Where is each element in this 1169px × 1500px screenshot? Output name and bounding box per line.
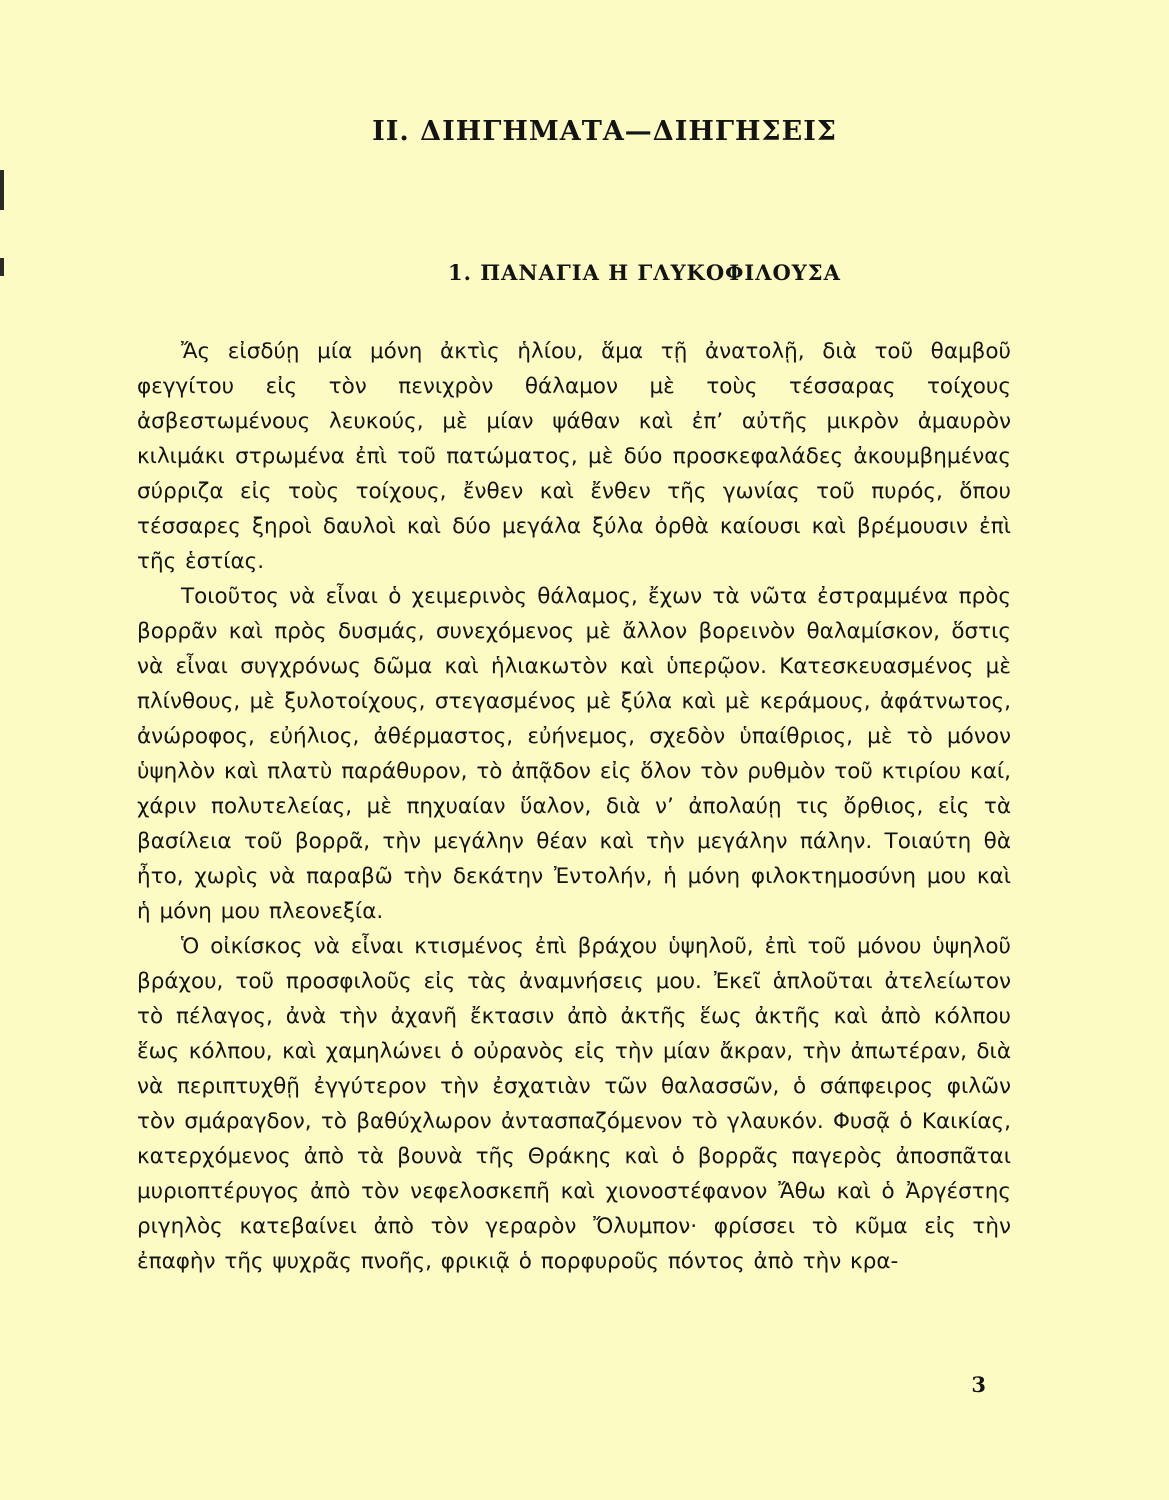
paragraph-1: Ἄς εἰσδύῃ μία μόνη ἀκτὶς ἡλίου, ἅμα τῇ ἀνατολῇ, διὰ τοῦ θαμβοῦ φεγγίτου εἰς τὸν πενιχρὸν θάλαμον μὲ τοὺς τέσσαρας τοίχους ἀσβεστωμένους λευκούς, μὲ μίαν ψάθαν καὶ ἐπ’ αὐτῆς μικρὸν ἀμαυρὸν κιλιμάκι στρωμένα ἐπὶ τοῦ πατώματος, μὲ δύο προσκεφαλάδες ἀκουμβημένας σύρριζα εἰς τοὺς τοίχους, ἔνθεν καὶ ἔνθεν τῆς γωνίας τοῦ πυρός, ὅπου τέσσαρες ξηροὶ δαυλοὶ καὶ δύο μεγάλα ξύλα ὀρθὰ καίουσι καὶ βρέμουσιν ἐπὶ τῆς ἑστίας. [137,339,1011,574]
body-text [137,334,1011,1279]
paragraph-3: Ὁ οἰκίσκος νὰ εἶναι κτισμένος ἐπὶ βράχου ὑψηλοῦ, ἐπὶ τοῦ μόνου ὑψηλοῦ βράχου, τοῦ προσφιλοῦς εἰς τὰς ἀναμνήσεις μου. Ἐκεῖ ἁπλοῦται ἀτελείωτον τὸ πέλαγος, ἀνὰ τὴν ἀχανῆ ἔκτασιν ἀπὸ ἀκτῆς ἕως ἀκτῆς καὶ ἀπὸ κόλπου ἕως κόλπου, καὶ χαμηλώνει ὁ οὐρανὸς εἰς τὴν μίαν ἄκραν, τὴν ἀπωτέραν, διὰ νὰ περιπτυχθῇ ἐγγύτερον τὴν ἐσχατιὰν τῶν θαλασσῶν, ὁ σάπφειρος φιλῶν τὸν σμάραγδον, τὸ βαθύχλωρον ἀντασπαζόμενον τὸ γλαυκόν. Φυσᾷ ὁ Καικίας, κατερχόμενος ἀπὸ τὰ βουνὰ τῆς Θράκης καὶ ὁ βορρᾶς παγερὸς ἀποσπᾶται μυριοπτέρυγος ἀπὸ τὸν νεφελοσκεπῆ καὶ χιονοστέφανον Ἄθω καὶ ὁ Ἀργέστης ριγηλὸς κατεβαίνει ἀπὸ τὸν γεραρὸν Ὄλυμπον· φρίσσει τὸ κῦμα εἰς τὴν ἐπαφὴν τῆς ψυχρᾶς πνοῆς, φρικιᾷ ὁ πορφυροῦς πόντος ἀπὸ τὴν κρα- [137,934,1011,1274]
binding-edge-mark [0,170,4,210]
paragraph-2: Τοιοῦτος νὰ εἶναι ὁ χειμερινὸς θάλαμος, ἔχων τὰ νῶτα ἐστραμμένα πρὸς βορρᾶν καὶ πρὸς δυσμάς, συνεχόμενος μὲ ἄλλον βορεινὸν θαλαμίσκον, ὅστις νὰ εἶναι συγχρόνως δῶμα καὶ ἡλιακωτὸν καὶ ὑπερῷον. Κατεσκευασμένος μὲ πλίνθους, μὲ ξυλοτοίχους, στεγασμένος μὲ ξύλα καὶ μὲ κεράμους, ἀφάτνωτος, ἀνώροφος, εὐήλιος, ἀθέρμαστος, εὐήνεμος, σχεδὸν ὑπαίθριος, μὲ τὸ μόνον ὑψηλὸν καὶ πλατὺ παράθυρον, τὸ ἀπᾷδον εἰς ὅλον τὸν ρυθμὸν τοῦ κτιρίου καί, χάριν πολυτελείας, μὲ πηχυαίαν ὕαλον, διὰ ν’ ἀπολαύῃ τις ὄρθιος, εἰς τὰ βασίλεια τοῦ βορρᾶ, τὴν μεγάλην θέαν καὶ τὴν μεγάλην πάλην. Τοιαύτη θὰ ἦτο, χωρὶς νὰ παραβῶ τὴν δεκάτην Ἐντολήν, ἡ μόνη φιλοκτημοσύνη μου καὶ ἡ μόνη μου πλεονεξία. [137,584,1011,924]
section-title: 1. ΠΑΝΑΓΙΑ Η ΓΛΥΚΟΦΙΛΟΥΣΑ [448,260,841,285]
binding-edge-mark [0,258,4,276]
chapter-title: ΙΙ. ΔΙΗΓΗΜΑΤΑ—ΔΙΗΓΗΣΕΙΣ [372,116,837,147]
page-number: 3 [971,1372,986,1397]
